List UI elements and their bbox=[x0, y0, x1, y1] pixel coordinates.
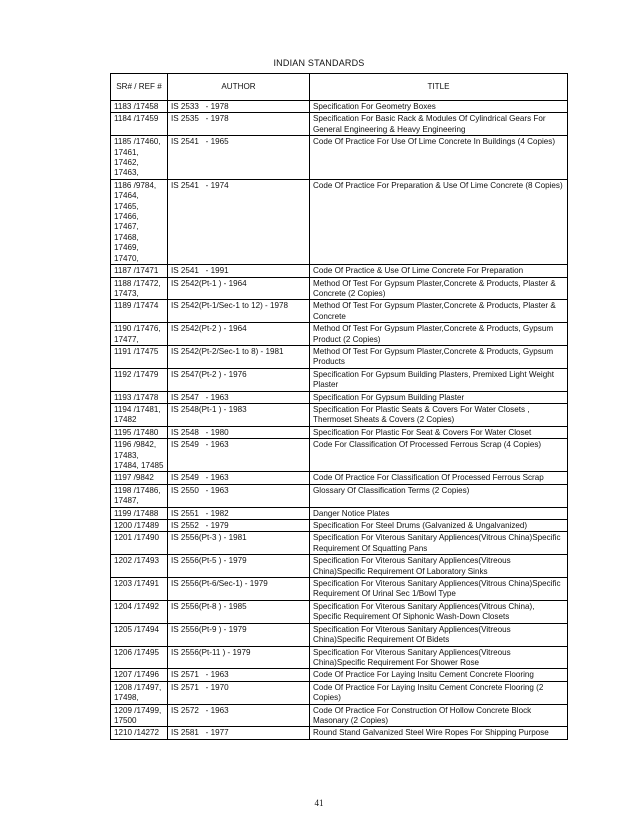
cell-title: Code Of Practice For Preparation & Use Of Lime Concrete (8 Copies) bbox=[310, 179, 568, 264]
table-row bbox=[111, 646, 568, 669]
cell-ref: 1199 /17488 bbox=[111, 507, 168, 519]
cell-title: Danger Notice Plates bbox=[310, 507, 568, 519]
header-title: TITLE bbox=[310, 74, 568, 101]
cell-ref: 1196 /9842, 17483, 17484, 17485 bbox=[111, 439, 168, 472]
cell-author: IS 2571 - 1963 bbox=[168, 669, 310, 681]
cell-title: Specification For Basic Rack & Modules Of Cylindrical Gears For General Engineering & Heavy Engineering bbox=[310, 113, 568, 136]
standards-table bbox=[110, 73, 568, 740]
cell-ref: 1184 /17459 bbox=[111, 113, 168, 136]
table-row bbox=[111, 265, 568, 277]
cell-author: IS 2556(Pt-3 ) - 1981 bbox=[168, 532, 310, 555]
cell-title: Specification For Plastic Seats & Covers For Water Closets , Thermoset Sheats & Covers (2 Copies) bbox=[310, 403, 568, 426]
cell-author: IS 2572 - 1963 bbox=[168, 704, 310, 727]
cell-author: IS 2549 - 1963 bbox=[168, 439, 310, 472]
page-number: 41 bbox=[314, 798, 324, 808]
cell-title: Method Of Test For Gypsum Plaster,Concrete & Products, Plaster & Concrete bbox=[310, 300, 568, 323]
cell-author: IS 2556(Pt-9 ) - 1979 bbox=[168, 623, 310, 646]
table-row bbox=[111, 368, 568, 391]
cell-ref: 1200 /17489 bbox=[111, 520, 168, 532]
cell-ref: 1209 /17499, 17500 bbox=[111, 704, 168, 727]
cell-ref: 1210 /14272 bbox=[111, 727, 168, 739]
cell-title: Specification For Gypsum Building Plasters, Premixed Light Weight Plaster bbox=[310, 368, 568, 391]
cell-author: IS 2556(Pt-11 ) - 1979 bbox=[168, 646, 310, 669]
table-row bbox=[111, 484, 568, 507]
cell-title: Round Stand Galvanized Steel Wire Ropes For Shipping Purpose bbox=[310, 727, 568, 739]
cell-title: Method Of Test For Gypsum Plaster,Concrete & Products, Gypsum Product (2 Copies) bbox=[310, 323, 568, 346]
header-ref: SR# / REF # bbox=[111, 74, 168, 101]
table-row bbox=[111, 520, 568, 532]
cell-ref: 1194 /17481, 17482 bbox=[111, 403, 168, 426]
cell-ref: 1206 /17495 bbox=[111, 646, 168, 669]
cell-ref: 1193 /17478 bbox=[111, 391, 168, 403]
cell-author: IS 2542(Pt-2/Sec-1 to 8) - 1981 bbox=[168, 345, 310, 368]
table-row bbox=[111, 623, 568, 646]
cell-title: Code Of Practice & Use Of Lime Concrete For Preparation bbox=[310, 265, 568, 277]
table-row bbox=[111, 727, 568, 739]
cell-title: Code Of Practice For Laying Insitu Cement Concrete Flooring bbox=[310, 669, 568, 681]
table-row bbox=[111, 704, 568, 727]
table-row bbox=[111, 555, 568, 578]
table-row bbox=[111, 439, 568, 472]
cell-title: Code Of Practice For Use Of Lime Concrete In Buildings (4 Copies) bbox=[310, 136, 568, 180]
table-row bbox=[111, 669, 568, 681]
cell-ref: 1208 /17497, 17498, bbox=[111, 681, 168, 704]
cell-ref: 1188 /17472, 17473, bbox=[111, 277, 168, 300]
header-author: AUTHOR bbox=[168, 74, 310, 101]
cell-ref: 1197 /9842 bbox=[111, 472, 168, 484]
cell-author: IS 2547(Pt-2 ) - 1976 bbox=[168, 368, 310, 391]
cell-ref: 1204 /17492 bbox=[111, 600, 168, 623]
cell-title: Specification For Steel Drums (Galvanized & Ungalvanized) bbox=[310, 520, 568, 532]
cell-title: Specification For Geometry Boxes bbox=[310, 101, 568, 113]
table-row bbox=[111, 578, 568, 601]
cell-author: IS 2542(Pt-2 ) - 1964 bbox=[168, 323, 310, 346]
cell-author: IS 2556(Pt-5 ) - 1979 bbox=[168, 555, 310, 578]
table-row bbox=[111, 300, 568, 323]
table-header-row bbox=[111, 74, 568, 101]
cell-title: Glossary Of Classification Terms (2 Copies) bbox=[310, 484, 568, 507]
cell-title: Code Of Practice For Classification Of Processed Ferrous Scrap bbox=[310, 472, 568, 484]
table-row bbox=[111, 532, 568, 555]
cell-ref: 1198 /17486, 17487, bbox=[111, 484, 168, 507]
cell-title: Method Of Test For Gypsum Plaster,Concrete & Products, Gypsum Products bbox=[310, 345, 568, 368]
cell-title: Code Of Practice For Laying Insitu Cement Concrete Flooring (2 Copies) bbox=[310, 681, 568, 704]
cell-ref: 1186 /9784, 17464, 17465, 17466, 17467, 17468, 17469, 17470, bbox=[111, 179, 168, 264]
cell-author: IS 2541 - 1991 bbox=[168, 265, 310, 277]
cell-author: IS 2541 - 1965 bbox=[168, 136, 310, 180]
cell-ref: 1203 /17491 bbox=[111, 578, 168, 601]
cell-author: IS 2551 - 1982 bbox=[168, 507, 310, 519]
document-title: INDIAN STANDARDS bbox=[273, 58, 365, 68]
table-row bbox=[111, 391, 568, 403]
cell-ref: 1190 /17476, 17477, bbox=[111, 323, 168, 346]
cell-ref: 1192 /17479 bbox=[111, 368, 168, 391]
table-row bbox=[111, 472, 568, 484]
cell-author: IS 2556(Pt-6/Sec-1) - 1979 bbox=[168, 578, 310, 601]
cell-author: IS 2547 - 1963 bbox=[168, 391, 310, 403]
cell-ref: 1185 /17460, 17461, 17462, 17463, bbox=[111, 136, 168, 180]
cell-author: IS 2571 - 1970 bbox=[168, 681, 310, 704]
cell-ref: 1205 /17494 bbox=[111, 623, 168, 646]
cell-title: Specification For Viterous Sanitary Appliences(Vitrous China)Specific Requirement Of Urinal Sec 1/Bowl Type bbox=[310, 578, 568, 601]
cell-ref: 1195 /17480 bbox=[111, 426, 168, 438]
cell-author: IS 2533 - 1978 bbox=[168, 101, 310, 113]
table-row bbox=[111, 403, 568, 426]
table-row bbox=[111, 426, 568, 438]
cell-ref: 1189 /17474 bbox=[111, 300, 168, 323]
cell-author: IS 2548(Pt-1 ) - 1983 bbox=[168, 403, 310, 426]
cell-author: IS 2542(Pt-1 ) - 1964 bbox=[168, 277, 310, 300]
cell-ref: 1201 /17490 bbox=[111, 532, 168, 555]
cell-author: IS 2581 - 1977 bbox=[168, 727, 310, 739]
cell-author: IS 2550 - 1963 bbox=[168, 484, 310, 507]
cell-title: Specification For Viterous Sanitary Appliences(Vitrous China), Specific Requirement Of Siphonic Wash-Down Closets bbox=[310, 600, 568, 623]
table-row bbox=[111, 136, 568, 180]
cell-title: Specification For Gypsum Building Plaster bbox=[310, 391, 568, 403]
cell-title: Method Of Test For Gypsum Plaster,Concrete & Products, Plaster & Concrete (2 Copies) bbox=[310, 277, 568, 300]
cell-author: IS 2542(Pt-1/Sec-1 to 12) - 1978 bbox=[168, 300, 310, 323]
table-row bbox=[111, 101, 568, 113]
table-row bbox=[111, 600, 568, 623]
cell-author: IS 2548 - 1980 bbox=[168, 426, 310, 438]
cell-author: IS 2541 - 1974 bbox=[168, 179, 310, 264]
cell-title: Specification For Plastic For Seat & Covers For Water Closet bbox=[310, 426, 568, 438]
table-row bbox=[111, 179, 568, 264]
cell-author: IS 2552 - 1979 bbox=[168, 520, 310, 532]
cell-ref: 1187 /17471 bbox=[111, 265, 168, 277]
table-row bbox=[111, 113, 568, 136]
table-row bbox=[111, 345, 568, 368]
cell-title: Specification For Viterous Sanitary Appliences(Vitrous China)Specific Requirement Of Squatting Pans bbox=[310, 532, 568, 555]
cell-ref: 1191 /17475 bbox=[111, 345, 168, 368]
cell-ref: 1207 /17496 bbox=[111, 669, 168, 681]
cell-author: IS 2556(Pt-8 ) - 1985 bbox=[168, 600, 310, 623]
cell-title: Specification For Viterous Sanitary Appliences(Vitreous China)Specific Requirement Of Bidets bbox=[310, 623, 568, 646]
cell-author: IS 2535 - 1978 bbox=[168, 113, 310, 136]
cell-ref: 1202 /17493 bbox=[111, 555, 168, 578]
cell-title: Specification For Viterous Sanitary Appliences(Vitreous China)Specific Requirement For Shower Rose bbox=[310, 646, 568, 669]
table-row bbox=[111, 277, 568, 300]
cell-author: IS 2549 - 1963 bbox=[168, 472, 310, 484]
table-row bbox=[111, 681, 568, 704]
cell-ref: 1183 /17458 bbox=[111, 101, 168, 113]
table-row bbox=[111, 507, 568, 519]
table-row bbox=[111, 323, 568, 346]
cell-title: Code For Classification Of Processed Ferrous Scrap (4 Copies) bbox=[310, 439, 568, 472]
cell-title: Specification For Viterous Sanitary Appliences(Vitreous China)Specific Requirement Of Laboratory Sinks bbox=[310, 555, 568, 578]
cell-title: Code Of Practice For Construction Of Hollow Concrete Block Masonary (2 Copies) bbox=[310, 704, 568, 727]
